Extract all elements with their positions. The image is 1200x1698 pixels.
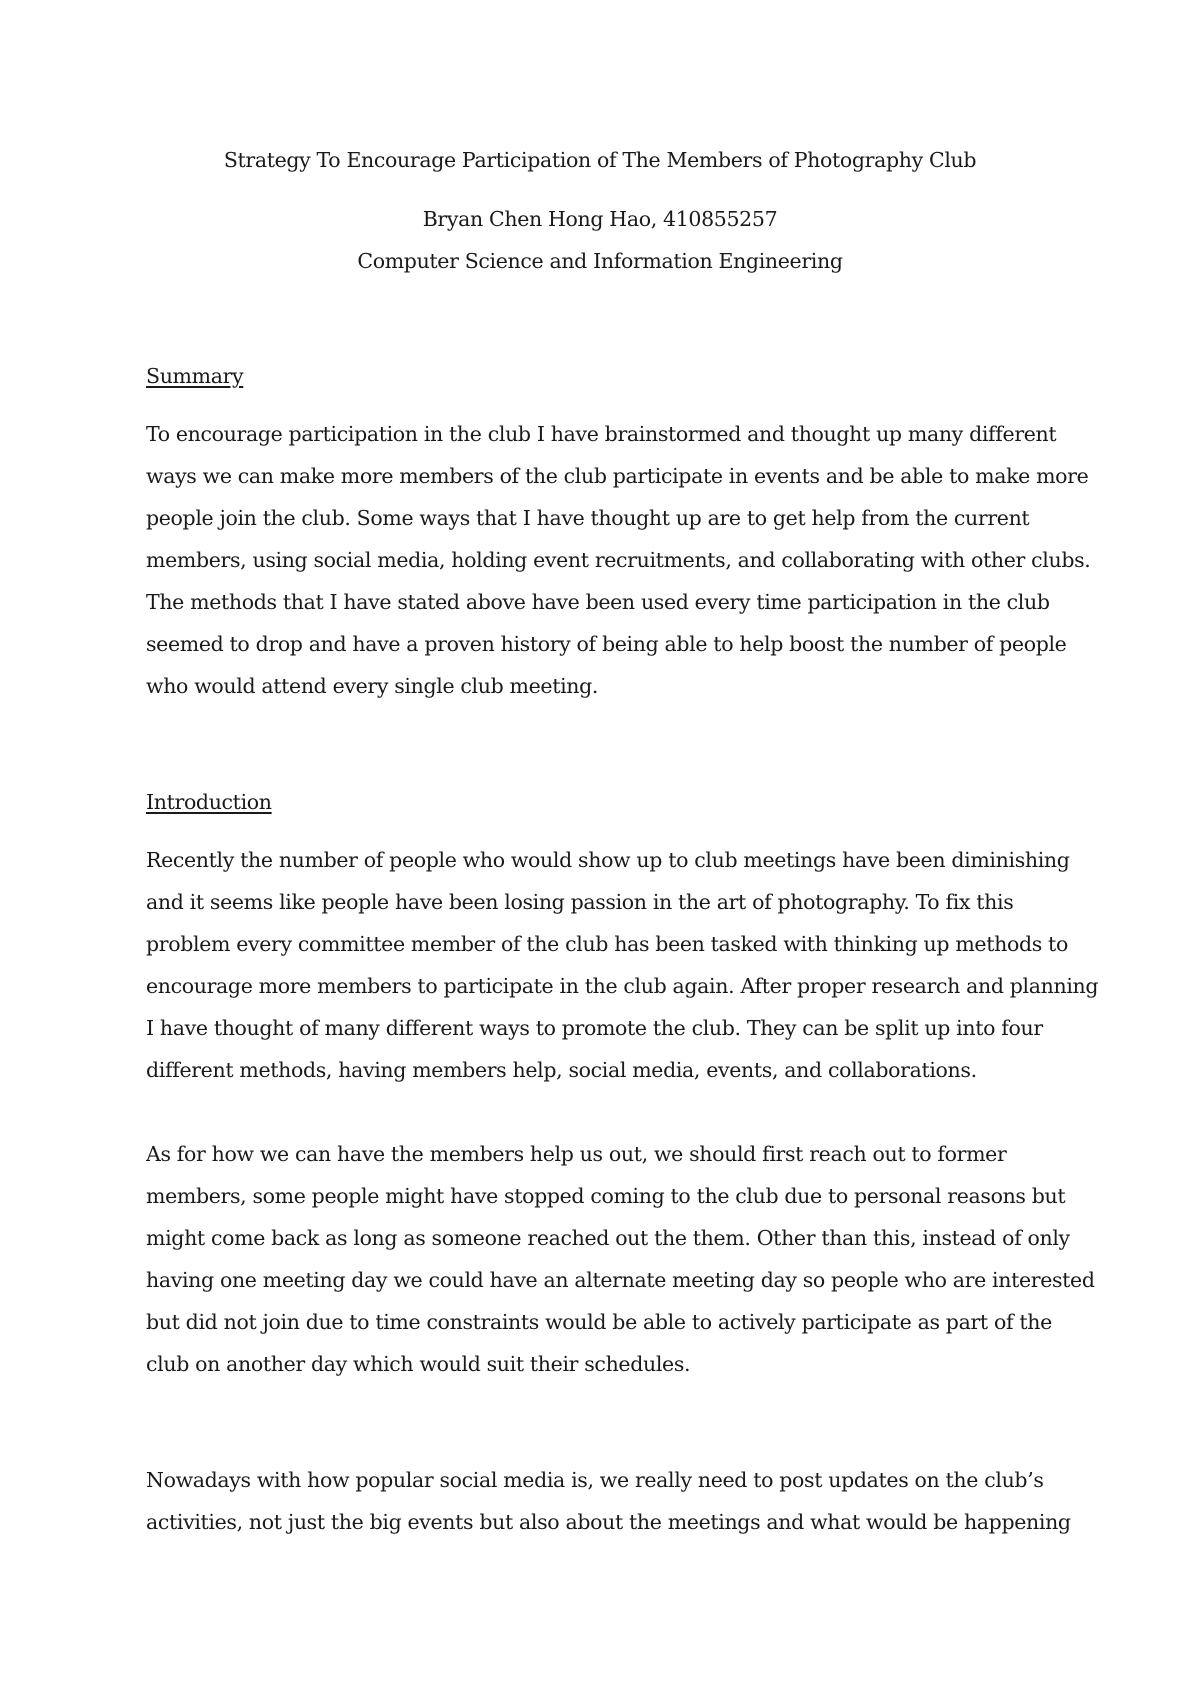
social-media-line: Nowadays with how popular social media is, we really need to post updates on the club’s	[146, 1468, 1044, 1492]
summary-line: people join the club. Some ways that I have thought up are to get help from the current	[146, 506, 1030, 530]
summary-line: members, using social media, holding event recruitments, and collaborating with other clubs.	[146, 548, 1091, 572]
document-title: Strategy To Encourage Participation of The Members of Photography Club	[223, 148, 977, 172]
members-help-line: might come back as long as someone reached out the them. Other than this, instead of only	[146, 1226, 1070, 1250]
members-help-line: having one meeting day we could have an alternate meeting day so people who are interested	[146, 1268, 1095, 1292]
introduction-line: different methods, having members help, social media, events, and collaborations.	[146, 1058, 977, 1082]
members-help-line: As for how we can have the members help us out, we should first reach out to former	[146, 1142, 1007, 1166]
introduction-heading: Introduction	[146, 790, 272, 814]
members-help-line: club on another day which would suit their schedules.	[146, 1352, 691, 1376]
introduction-line: encourage more members to participate in the club again. After proper research and planning	[146, 974, 1099, 998]
introduction-line: and it seems like people have been losing passion in the art of photography. To fix this	[146, 890, 1014, 914]
summary-heading: Summary	[146, 364, 244, 388]
social-media-line: activities, not just the big events but also about the meetings and what would be happening	[146, 1510, 1071, 1534]
author-line: Bryan Chen Hong Hao, 410855257	[422, 207, 778, 231]
summary-line: ways we can make more members of the club participate in events and be able to make more	[146, 464, 1089, 488]
summary-line: who would attend every single club meeting.	[146, 674, 599, 698]
introduction-line: Recently the number of people who would show up to club meetings have been diminishing	[146, 848, 1070, 872]
introduction-line: I have thought of many different ways to promote the club. They can be split up into four	[146, 1016, 1043, 1040]
summary-line: The methods that I have stated above have been used every time participation in the club	[146, 590, 1050, 614]
summary-line: To encourage participation in the club I have brainstormed and thought up many different	[146, 422, 1057, 446]
members-help-line: but did not join due to time constraints would be able to actively participate as part of the	[146, 1310, 1052, 1334]
members-help-line: members, some people might have stopped coming to the club due to personal reasons but	[146, 1184, 1066, 1208]
summary-line: seemed to drop and have a proven history of being able to help boost the number of people	[146, 632, 1067, 656]
department-line: Computer Science and Information Engineering	[357, 249, 843, 273]
introduction-line: problem every committee member of the club has been tasked with thinking up methods to	[146, 932, 1068, 956]
